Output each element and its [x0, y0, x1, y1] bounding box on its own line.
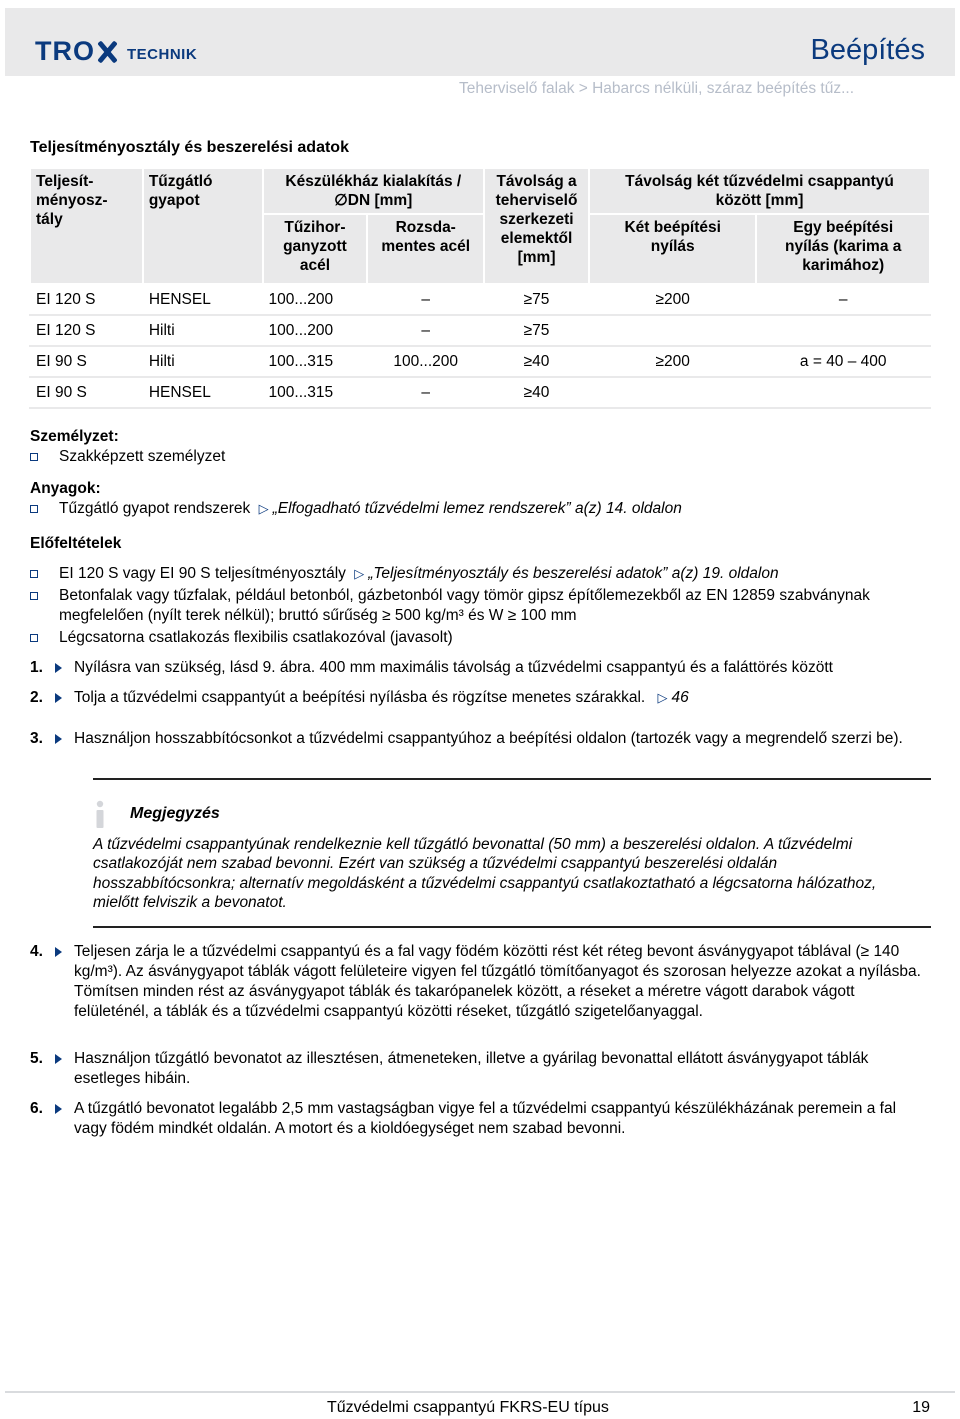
- bullet-icon: [30, 453, 38, 461]
- note-text: A tűzvédelmi csappantyúnak rendelkeznie kell tűzgátló bevonattal (50 mm) a beszerelési oldalon. A tűzvédelmi csatlakozóját nem szabad bevonni. Ezért van szükség a tűzvédelmi csappantyú beszerelési oldalán hosszabbítócsonkra; alternatív megoldásként a tűzvédelmi csappantyú csatlakoztatható a légcsatorna hálózathoz, mielőtt felviszik a bevonatot.: [93, 836, 877, 911]
- cell-one: a = 40 – 400: [756, 346, 930, 377]
- step-item: [30, 688, 925, 708]
- cell-class: EI 90 S: [30, 346, 143, 377]
- materials-ref-link[interactable]: „Elfogadható tűzvédelmi lemez rendszerek”: [272, 500, 571, 517]
- step-number: 4.: [30, 943, 43, 960]
- step-number: 5.: [30, 1050, 43, 1067]
- cell-dist-struct: ≥40: [484, 377, 589, 408]
- step-text: Használjon hosszabbítócsonkot a tűzvédelmi csappantyúhoz a beépítési oldalon (tartozék vagy a megrendelő szerzi be).: [74, 730, 903, 747]
- cell-two: ≥200: [589, 346, 756, 377]
- cell-two: ≥200: [589, 284, 756, 315]
- cell-class: EI 120 S: [30, 284, 143, 315]
- prereq-text: Légcsatorna csatlakozás flexibilis csatlakozóval (javasolt): [59, 629, 453, 646]
- table-row: [30, 346, 930, 377]
- step-text: Tolja a tűzvédelmi csappantyút a beépítési nyílásba és rögzítse menetes szárakkal.: [74, 689, 646, 706]
- step-item: [30, 729, 925, 749]
- materials-text: Tűzgátló gyapot rendszerek: [59, 500, 251, 517]
- step-text: Használjon tűzgátló bevonatot az illesztésen, átmeneteken, illetve a gyárilag bevonattal ellátott ásványgyapot táblák esetleges hibáin.: [74, 1050, 869, 1087]
- reference-arrow-icon: ▷: [657, 690, 668, 705]
- cell-galv: 100...315: [263, 346, 368, 377]
- cell-stainless: –: [367, 284, 484, 315]
- header-distance-dampers: Távolság két tűzvédelmi csappantyú között [mm]: [589, 168, 930, 214]
- cell-wool: Hilti: [143, 315, 263, 346]
- step-arrow-icon: [55, 734, 62, 744]
- cell-two: [589, 315, 756, 346]
- cell-class: EI 90 S: [30, 377, 143, 408]
- header-housing: Készülékház kialakítás / ∅DN [mm]: [263, 168, 485, 214]
- step-ref-link[interactable]: 46: [671, 689, 689, 706]
- header-wool: Tűzgátló gyapot: [143, 168, 263, 284]
- page-header: [5, 8, 955, 76]
- header-two-openings: Két beépítési nyílás: [589, 214, 756, 284]
- list-item: [30, 628, 910, 648]
- section-title: Teljesítményosztály és beszerelési adatok: [30, 139, 349, 156]
- note-title: Megjegyzés: [130, 805, 220, 822]
- cell-galv: 100...200: [263, 284, 368, 315]
- cell-class: EI 120 S: [30, 315, 143, 346]
- cell-dist-struct: ≥75: [484, 315, 589, 346]
- step-arrow-icon: [55, 947, 62, 957]
- cell-one: [756, 377, 930, 408]
- step-item: [30, 1049, 925, 1089]
- step-arrow-icon: [55, 1054, 62, 1064]
- list-item: [30, 586, 910, 626]
- header-stainless: Rozsda- mentes acél: [367, 214, 484, 284]
- page-number: 19: [912, 1399, 930, 1416]
- materials-page: a(z) 14. oldalon: [575, 500, 682, 517]
- list-item: [30, 499, 682, 519]
- list-item: [30, 447, 225, 467]
- cell-dist-struct: ≥75: [484, 284, 589, 315]
- step-arrow-icon: [55, 1104, 62, 1114]
- materials-label: Anyagok:: [30, 480, 101, 497]
- logo-x-icon: [96, 41, 118, 63]
- list-item: [30, 564, 910, 584]
- reference-arrow-icon: ▷: [354, 566, 365, 581]
- reference-arrow-icon: ▷: [258, 501, 269, 516]
- prereq-ref-link[interactable]: „Teljesítményosztály és beszerelési adatok”: [368, 565, 668, 582]
- performance-table: [29, 167, 931, 409]
- step-item: [30, 658, 925, 678]
- step-text: A tűzgátló bevonatot legalább 2,5 mm vastagságban vigye fel a tűzvédelmi csappantyú készülékházának peremein a fal vagy födém mindkét oldalán. A motort és a kioldóegységet nem szabad bevonni.: [74, 1100, 897, 1137]
- step-number: 6.: [30, 1100, 43, 1117]
- step-number: 1.: [30, 659, 43, 676]
- header-one-opening: Egy beépítési nyílás (karima a karimához): [756, 214, 930, 284]
- cell-galv: 100...200: [263, 315, 368, 346]
- logo-wordmark: TRO: [35, 36, 119, 67]
- prereq-text: Betonfalak vagy tűzfalak, például betonból, gázbetonból vagy tömör gipsz építőlemezekből az EN 12859 szabványnak megfelelően (nyílt terek nélkül); bruttó sűrűség ≥ 500 kg/m³ és W ≥ 100 mm: [59, 587, 870, 624]
- table-row: [30, 315, 930, 346]
- cell-wool: HENSEL: [143, 284, 263, 315]
- cell-one: –: [756, 284, 930, 315]
- breadcrumb[interactable]: Teherviselő falak > Habarcs nélküli, száraz beépítés tűz...: [459, 80, 855, 97]
- personnel-label: Személyzet:: [30, 428, 119, 445]
- bullet-icon: [30, 505, 38, 513]
- step-number: 2.: [30, 689, 43, 706]
- table-row: [30, 377, 930, 408]
- step-number: 3.: [30, 730, 43, 747]
- step-arrow-icon: [55, 693, 62, 703]
- step-text: Nyílásra van szükség, lásd 9. ábra. 400 mm maximális távolság a tűzvédelmi csappantyú és a faláttörés között: [74, 659, 833, 676]
- prerequisites-label: Előfeltételek: [30, 535, 122, 552]
- info-icon: [88, 800, 112, 830]
- step-arrow-icon: [55, 663, 62, 673]
- step-text: Teljesen zárja le a tűzvédelmi csappantyú és a fal vagy födém közötti rést két réteg bevont ásványgyapot táblával (≥ 140 kg/m³). Az ásványgyapot táblák vágott felületeire vigyen fel tűzgátló tömítőanyagot és szorosan helyezze azokat a nyílásba. Tömítsen minden rést az ásványgyapot táblák és takarópanelek között, a réseket a méretre vágott darabok vágott felületénél, a táblák és a tűzvédelmi csappantyú közötti réseket, tűzgátló szigetelőanyaggal.: [74, 943, 921, 1020]
- step-item: [30, 1099, 925, 1139]
- cell-dist-struct: ≥40: [484, 346, 589, 377]
- header-galvanized: Tűzihor- ganyzott acél: [263, 214, 368, 284]
- step-item: [30, 942, 925, 1022]
- trox-logo: [35, 36, 197, 67]
- bullet-icon: [30, 634, 38, 642]
- header-class: Teljesít- ményosz- tály: [30, 168, 143, 284]
- prereq-page: a(z) 19. oldalon: [671, 565, 779, 582]
- page-title: Beépítés: [810, 34, 925, 66]
- personnel-item: Szakképzett személyzet: [59, 448, 226, 465]
- cell-wool: HENSEL: [143, 377, 263, 408]
- cell-stainless: –: [367, 315, 484, 346]
- cell-stainless: –: [367, 377, 484, 408]
- cell-galv: 100...315: [263, 377, 368, 408]
- page-footer: [5, 1391, 955, 1419]
- note-box: [93, 778, 931, 928]
- cell-wool: Hilti: [143, 346, 263, 377]
- cell-one: [756, 315, 930, 346]
- logo-sub: TECHNIK: [127, 46, 198, 63]
- prereq-text: EI 120 S vagy EI 90 S teljesítményosztály: [59, 565, 346, 582]
- footer-title: Tűzvédelmi csappantyú FKRS-EU típus: [327, 1399, 609, 1416]
- cell-two: [589, 377, 756, 408]
- bullet-icon: [30, 570, 38, 578]
- bullet-icon: [30, 592, 38, 600]
- header-distance-structure: Távolság a teherviselő szerkezeti elemektől [mm]: [484, 168, 589, 284]
- cell-stainless: 100...200: [367, 346, 484, 377]
- table-row: [30, 284, 930, 315]
